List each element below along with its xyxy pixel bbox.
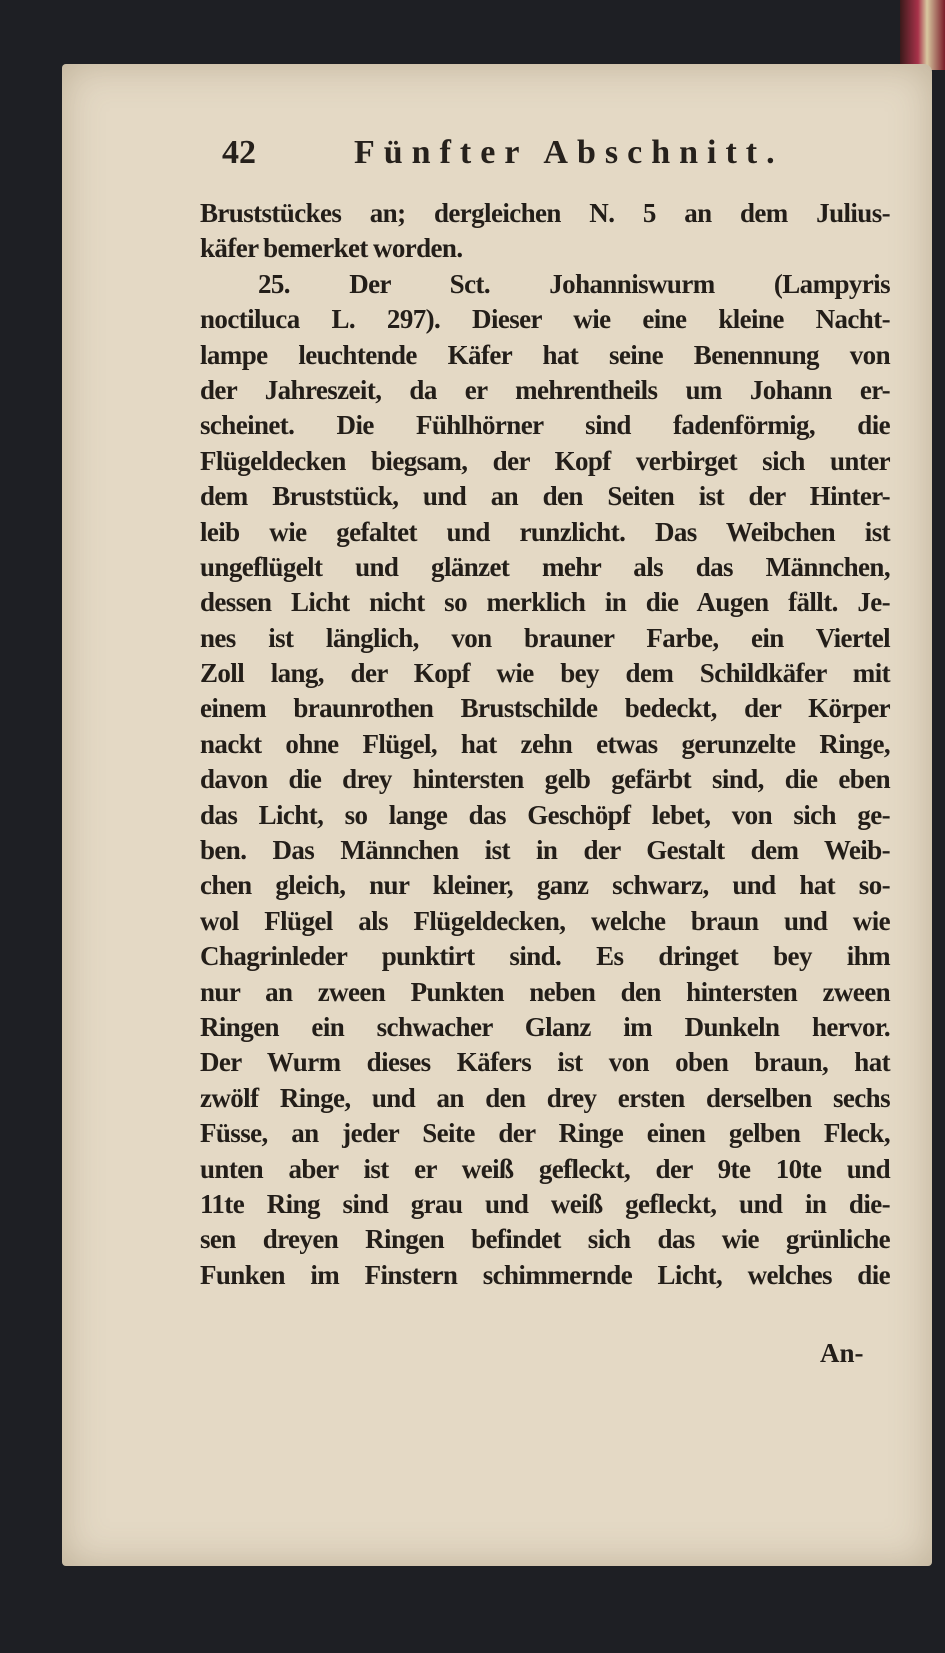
text-line: nes ist länglich, von brauner Farbe, ein Viertel bbox=[200, 622, 890, 653]
text-line: nur an zween Punkten neben den hintersten zween bbox=[200, 976, 890, 1007]
text-line: Der Wurm dieses Käfers ist von oben braun, hat bbox=[200, 1047, 890, 1078]
text-line: das Licht, so lange das Geschöpf lebet, von sich ge- bbox=[200, 799, 890, 830]
text-line: 11te Ring sind grau und weiß gefleckt, und in die- bbox=[200, 1188, 890, 1219]
text-line: scheinet. Die Fühlhörner sind fadenförmig, die bbox=[200, 410, 890, 441]
text-line: lampe leuchtende Käfer hat seine Benennung von bbox=[200, 339, 890, 370]
text-line: Funken im Finstern schimmernde Licht, welches die bbox=[200, 1259, 890, 1290]
text-line: noctiluca L. 297). Dieser wie eine kleine Nacht- bbox=[200, 304, 890, 335]
text-line: dem Bruststück, und an den Seiten ist der Hinter- bbox=[200, 481, 890, 512]
page-header bbox=[222, 134, 784, 174]
text-line: Flügeldecken biegsam, der Kopf verbirget sich unter bbox=[200, 445, 890, 476]
text-line: 25. Der Sct. Johanniswurm (Lampyris bbox=[258, 268, 890, 299]
text-line: käfer bemerket worden. bbox=[200, 233, 463, 264]
text-line: leib wie gefaltet und runzlicht. Das Weibchen ist bbox=[200, 516, 890, 547]
text-line: zwölf Ringe, und an den drey ersten derselben sechs bbox=[200, 1082, 890, 1113]
text-line: chen gleich, nur kleiner, ganz schwarz, und hat so- bbox=[200, 870, 890, 901]
text-line: unten aber ist er weiß gefleckt, der 9te 10te und bbox=[200, 1153, 890, 1184]
book-spine bbox=[900, 0, 945, 70]
body-text bbox=[200, 196, 890, 1293]
text-line: nackt ohne Flügel, hat zehn etwas gerunzelte Ringe, bbox=[200, 728, 890, 759]
page-number: 42 bbox=[222, 134, 256, 171]
running-title: Fünfter Abschnitt. bbox=[354, 134, 784, 171]
text-line: Füsse, an jeder Seite der Ringe einen gelben Fleck, bbox=[200, 1118, 890, 1149]
text-line: einem braunrothen Brustschilde bedeckt, der Körper bbox=[200, 693, 890, 724]
text-line: sen dreyen Ringen befindet sich das wie grünliche bbox=[200, 1224, 890, 1255]
text-line: ungeflügelt und glänzet mehr als das Männchen, bbox=[200, 551, 890, 582]
text-line: Bruststückes an; dergleichen N. 5 an dem Julius- bbox=[200, 198, 890, 228]
text-line: davon die drey hintersten gelb gefärbt sind, die eben bbox=[200, 764, 890, 795]
catchword: An- bbox=[820, 1338, 864, 1368]
text-line: Zoll lang, der Kopf wie bey dem Schildkäfer mit bbox=[200, 658, 890, 689]
text-line: wol Flügel als Flügeldecken, welche braun und wie bbox=[200, 905, 890, 936]
text-line: der Jahreszeit, da er mehrentheils um Johann er- bbox=[200, 374, 890, 405]
text-line: ben. Das Männchen ist in der Gestalt dem Weib- bbox=[200, 835, 890, 866]
text-line: Chagrinleder punktirt sind. Es dringet bey ihm bbox=[200, 941, 890, 972]
text-line: Ringen ein schwacher Glanz im Dunkeln hervor. bbox=[200, 1011, 890, 1042]
text-line: dessen Licht nicht so merklich in die Augen fällt. Je- bbox=[200, 587, 890, 618]
